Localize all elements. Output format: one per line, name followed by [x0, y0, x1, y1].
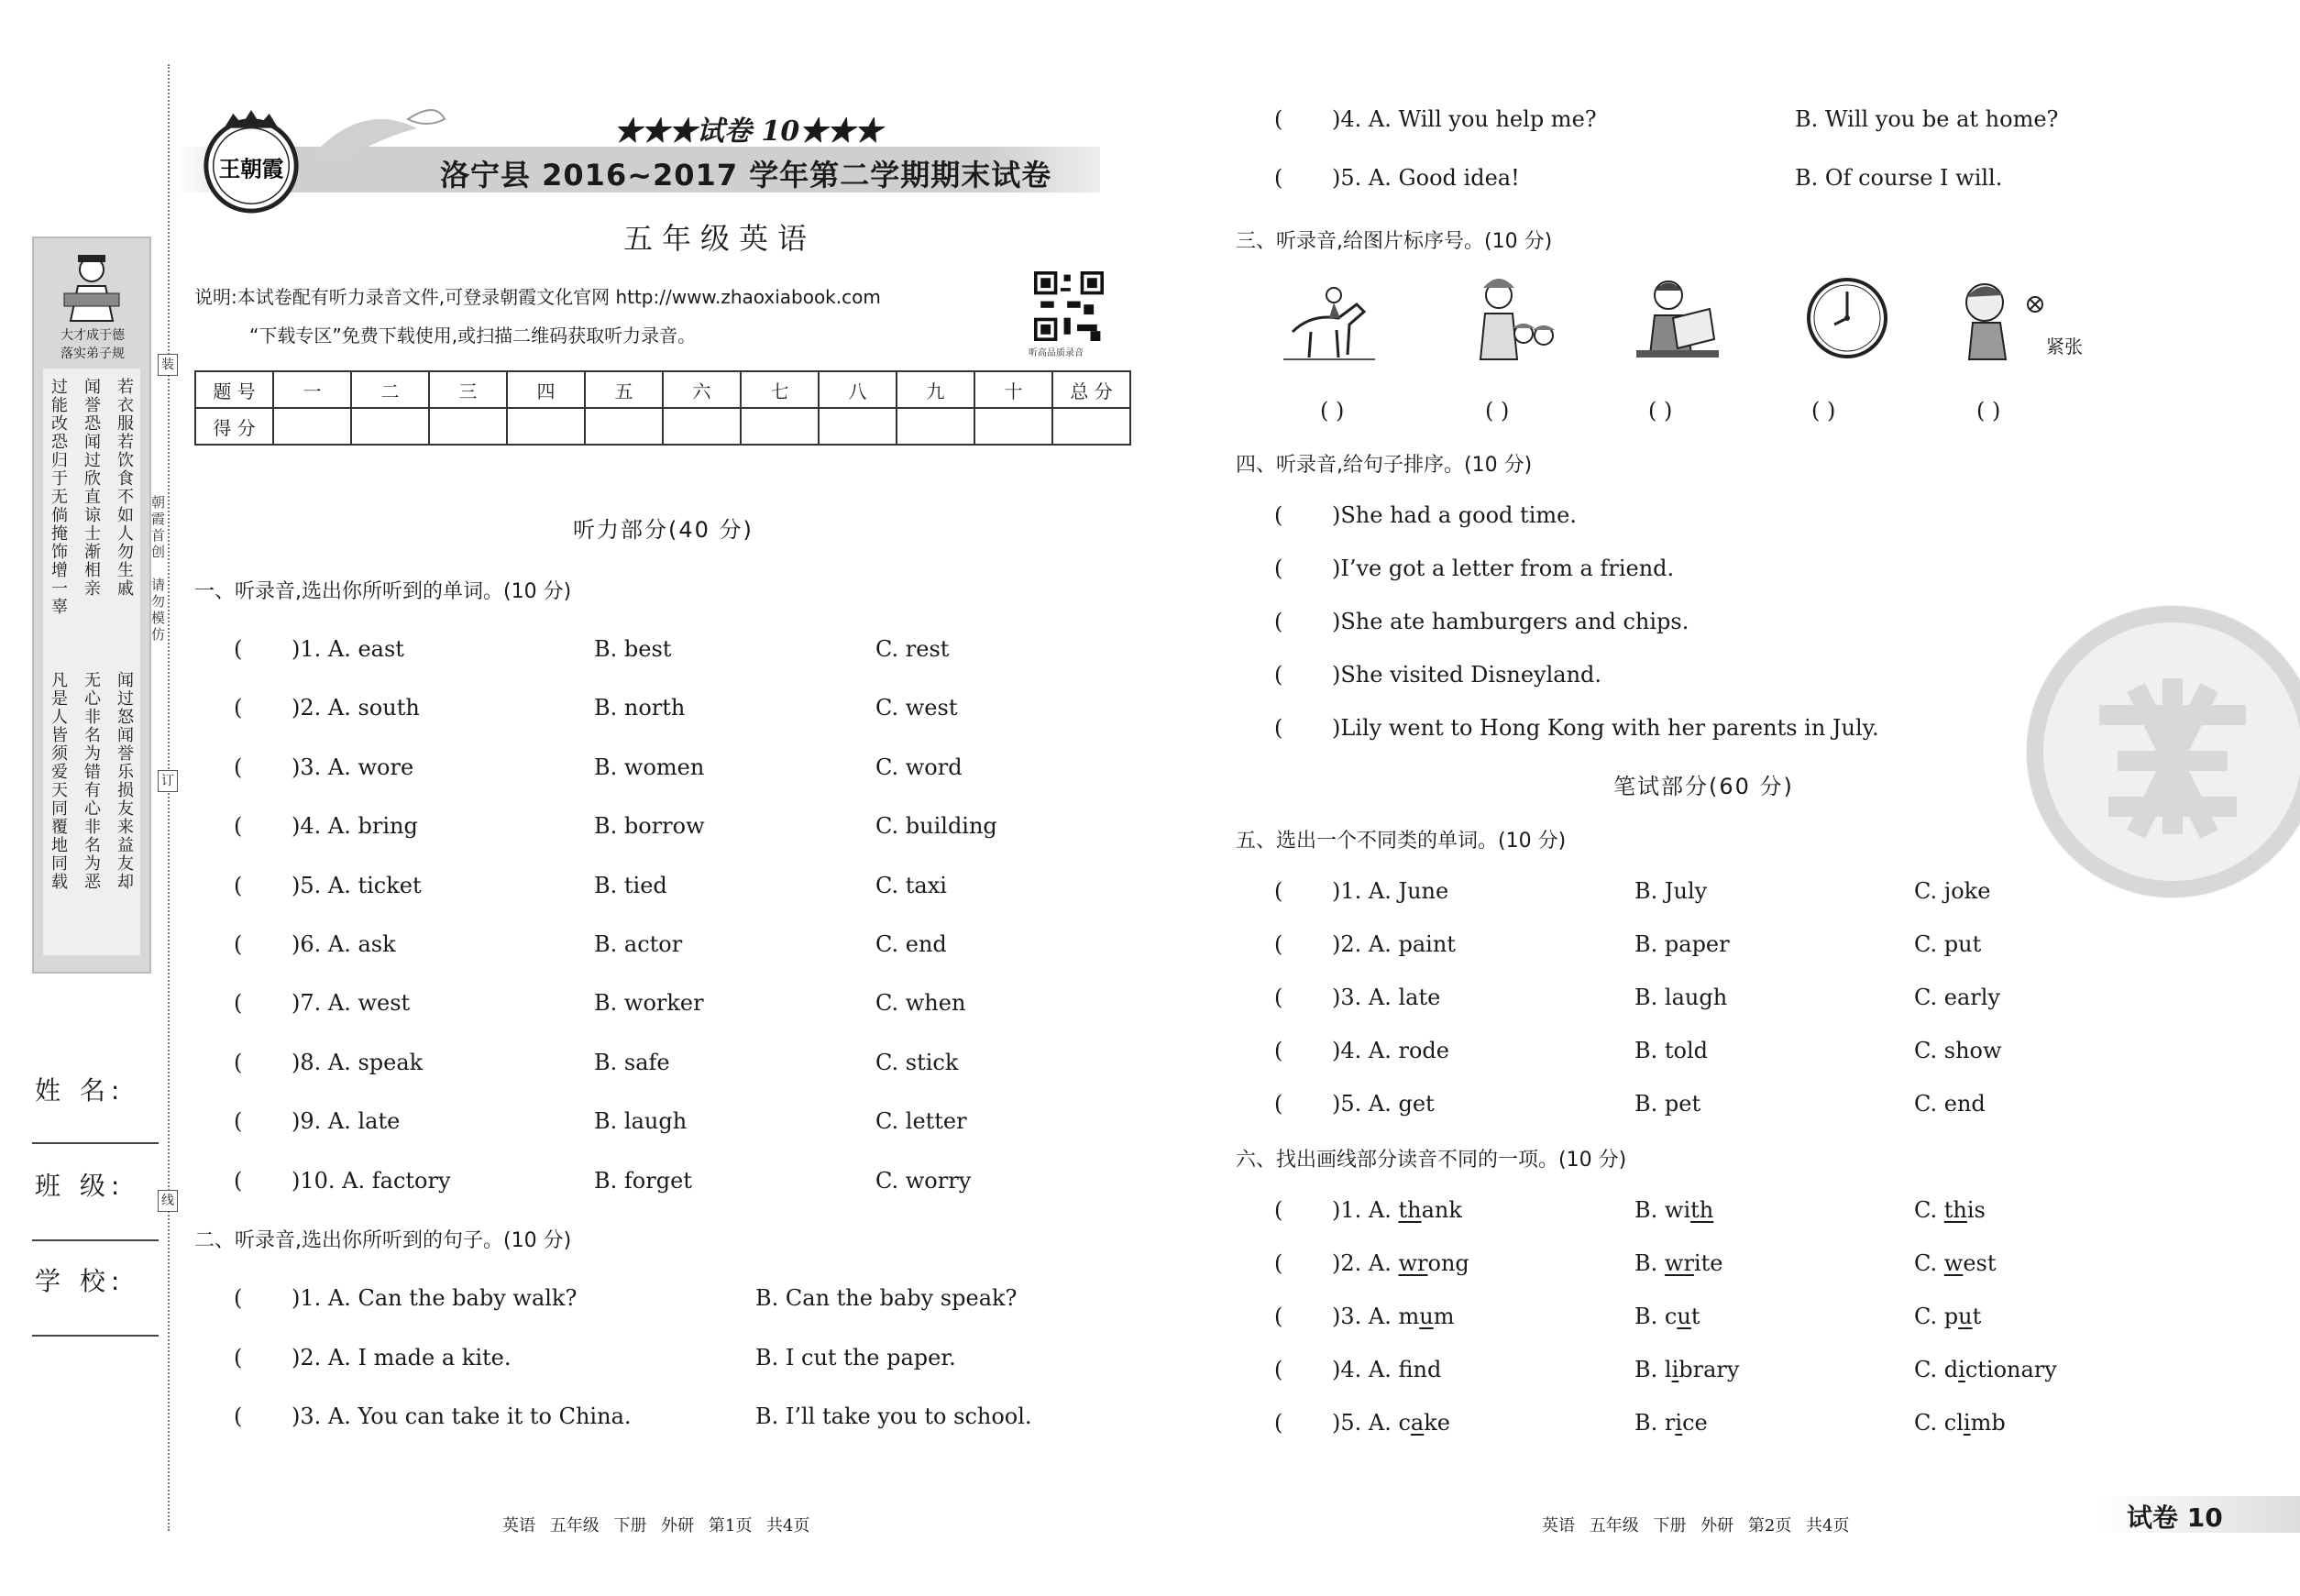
section5-title: 五、选出一个不同类的单词。(10 分)	[1236, 830, 1567, 853]
answer-blank[interactable]: (	[234, 990, 243, 1017]
question-option: C. end	[1914, 1091, 1986, 1117]
question-option: )10. A. factory	[292, 1167, 451, 1194]
ribbon-decoration	[307, 101, 454, 165]
picture-answer-blank[interactable]: ( )	[1485, 398, 1510, 424]
instructions-line1: 说明:本试卷配有听力录音文件,可登录朝霞文化官网 http://www.zhaoxiabook.com	[194, 286, 881, 308]
bind-mark: 线	[158, 1190, 178, 1212]
answer-blank[interactable]: (	[1274, 502, 1283, 528]
question-option: )7. A. west	[292, 990, 411, 1017]
underlined-letters: i	[1963, 1410, 1971, 1436]
score-cell: 三	[429, 371, 507, 408]
question-option: C. early	[1914, 985, 2000, 1010]
scholar-icon	[60, 249, 124, 323]
pronunciation-option: B. with	[1634, 1197, 1714, 1223]
question-option: )6. A. ask	[292, 931, 396, 957]
motto-box	[32, 237, 151, 974]
pronunciation-option: )1. A. thank	[1332, 1197, 1462, 1223]
score-cell: 五	[585, 371, 663, 408]
question-option: C. when	[875, 990, 966, 1017]
pronunciation-option: C. climb	[1914, 1410, 2006, 1436]
pronunciation-option: )3. A. mum	[1332, 1304, 1455, 1329]
question-option: C. end	[875, 931, 947, 957]
score-input[interactable]	[819, 408, 897, 445]
score-cell: 十	[974, 371, 1052, 408]
question-option: B. laugh	[1634, 985, 1728, 1010]
underlined-letters: th	[1943, 1197, 1967, 1223]
answer-blank[interactable]: (	[1274, 715, 1283, 741]
bind-mark: 装	[158, 354, 178, 376]
motto-col: 无心非名为错有心非名为恶	[82, 671, 101, 891]
score-input[interactable]	[741, 408, 819, 445]
answer-blank[interactable]: (	[1274, 1038, 1283, 1063]
question-option: C. letter	[875, 1108, 967, 1135]
page-footer-left: 英语 五年级 下册 外研 第1页 共4页	[502, 1516, 810, 1535]
class-field[interactable]	[32, 1239, 159, 1241]
score-input[interactable]	[585, 408, 663, 445]
nervous-label: 紧张	[2046, 336, 2083, 358]
section4-title: 四、听录音,给句子排序。(10 分)	[1236, 454, 1533, 477]
name-label: 姓 名:	[35, 1075, 126, 1106]
pronunciation-option: C. west	[1914, 1250, 1997, 1276]
answer-blank[interactable]: (	[234, 1285, 243, 1311]
answer-blank[interactable]: (	[1274, 106, 1283, 132]
question-option: C. rest	[875, 636, 950, 662]
pronunciation-option: )4. A. fnd	[1332, 1357, 1442, 1382]
question-option: )3. A. late	[1332, 985, 1441, 1010]
score-cell: 七	[741, 371, 819, 408]
answer-blank[interactable]: (	[1274, 1197, 1283, 1223]
question-option: C. stick	[875, 1049, 959, 1075]
question-option: )2. A. south	[292, 695, 420, 721]
score-input[interactable]	[507, 408, 585, 445]
answer-blank[interactable]: (	[234, 695, 243, 721]
underlined-letters: u	[1677, 1304, 1691, 1329]
question-option: B. best	[594, 636, 672, 662]
question-option: )5. A. get	[1332, 1091, 1435, 1117]
picture-answer-blank[interactable]: ( )	[1320, 398, 1345, 424]
writing-heading: 笔试部分(60 分)	[1613, 774, 1794, 799]
question-option: )She had a good time.	[1332, 502, 1577, 528]
underlined-letters: i	[1671, 1357, 1679, 1382]
pronunciation-option: B. write	[1634, 1250, 1723, 1276]
question-option: )8. A. speak	[292, 1049, 424, 1075]
nervous-picture	[1953, 268, 2044, 369]
score-cell: 得 分	[195, 408, 273, 445]
reading-picture	[1632, 268, 1723, 369]
paper-number: ★★★试卷 10★★★	[614, 116, 883, 148]
question-option: )3. A. You can take it to China.	[292, 1403, 632, 1429]
underlined-letters: i	[1958, 1357, 1965, 1382]
pronunciation-option: )5. A. cake	[1332, 1410, 1450, 1436]
question-option: )I’ve got a letter from a friend.	[1332, 556, 1675, 581]
picture-answer-blank[interactable]: ( )	[1811, 398, 1836, 424]
school-label: 学 校:	[35, 1266, 126, 1296]
score-cell: 二	[351, 371, 429, 408]
question-option: )1. A. Can the baby walk?	[292, 1285, 578, 1311]
question-option: )5. A. ticket	[292, 872, 422, 898]
brand-logo	[197, 108, 305, 216]
question-option: )9. A. late	[292, 1108, 401, 1135]
score-header-row	[195, 371, 1130, 408]
question-option: )4. A. rode	[1332, 1038, 1449, 1063]
pronunciation-option: )2. A. wrong	[1332, 1250, 1469, 1276]
vertical-note: 朝霞首创	[149, 495, 166, 561]
question-option: )5. A. Good idea!	[1332, 165, 1520, 191]
pronunciation-option: C. this	[1914, 1197, 1986, 1223]
question-option: )4. A. bring	[292, 813, 418, 840]
question-option: B. July	[1634, 878, 1708, 904]
underlined-letters: a	[1410, 1410, 1425, 1436]
score-input[interactable]	[897, 408, 974, 445]
answer-blank[interactable]: (	[1274, 1091, 1283, 1117]
qr-caption: 听高品质录音	[1029, 348, 1084, 358]
motto-col: 闻誉恐闻过欣直谅士渐相亲	[82, 378, 101, 598]
pronunciation-option: B. rice	[1634, 1410, 1708, 1436]
question-option: )Lily went to Hong Kong with her parents in July.	[1332, 715, 1879, 741]
question-option: )2. A. I made a kite.	[292, 1344, 512, 1370]
answer-blank[interactable]: (	[1274, 1304, 1283, 1329]
pronunciation-option: C. dictionary	[1914, 1357, 2057, 1382]
question-option: B. Of course I will.	[1795, 165, 2003, 191]
pronunciation-option: B. library	[1634, 1357, 1740, 1382]
watermark-seal	[2026, 605, 2300, 898]
question-option: B. Can the baby speak?	[755, 1285, 1018, 1311]
class-label: 班 级:	[35, 1171, 126, 1201]
underlined-letters: u	[1419, 1304, 1434, 1329]
answer-blank[interactable]: (	[234, 754, 243, 780]
picture-answer-blank[interactable]: ( )	[1976, 398, 2001, 424]
motto-title: 大才成于德 落实弟子规	[61, 328, 125, 361]
score-input[interactable]	[351, 408, 429, 445]
score-cell: 总 分	[1052, 371, 1130, 408]
score-cell: 九	[897, 371, 974, 408]
question-option: B. Will you be at home?	[1795, 106, 2059, 132]
motto-columns	[43, 369, 140, 955]
underlined-letters: u	[1958, 1304, 1973, 1329]
answer-blank[interactable]: (	[234, 872, 243, 898]
underlined-letters: i	[1675, 1410, 1683, 1436]
underlined-letters: wr	[1398, 1250, 1428, 1276]
answer-blank[interactable]: (	[234, 1049, 243, 1075]
question-option: B. safe	[594, 1049, 670, 1075]
section2-title: 二、听录音,选出你所听到的句子。(10 分)	[194, 1229, 572, 1252]
motto-col: 若衣服若饮食不如人勿生戚	[115, 378, 134, 598]
school-field[interactable]	[32, 1335, 159, 1337]
question-option: B. borrow	[594, 813, 705, 840]
question-option: )1. A. east	[292, 636, 404, 662]
answer-blank[interactable]: (	[1274, 609, 1283, 634]
underlined-letters: th	[1690, 1197, 1714, 1223]
question-option: C. worry	[875, 1167, 972, 1194]
motto-col: 闻过怒闻誉乐损友来益友却	[115, 671, 134, 891]
answer-blank[interactable]: (	[234, 1403, 243, 1429]
listening-heading: 听力部分(40 分)	[573, 517, 754, 543]
motto-col: 过能改恐归于无倘掩饰增一辜	[49, 378, 68, 616]
question-option: B. I cut the paper.	[755, 1344, 956, 1370]
question-option: )1. A. June	[1332, 878, 1449, 904]
picture-answer-blank[interactable]: ( )	[1648, 398, 1673, 424]
question-option: B. north	[594, 695, 686, 721]
question-option: B. I’ll take you to school.	[755, 1403, 1032, 1429]
underlined-letters: w	[1943, 1250, 1964, 1276]
page-footer-right: 英语 五年级 下册 外研 第2页 共4页	[1542, 1516, 1850, 1535]
section1-title: 一、听录音,选出你所听到的单词。(10 分)	[194, 580, 572, 603]
score-cell: 题 号	[195, 371, 273, 408]
question-option: C. put	[1914, 931, 1982, 957]
question-option: B. paper	[1634, 931, 1730, 957]
instructions-line2: “下载专区”免费下载使用,或扫描二维码获取听力录音。	[249, 325, 697, 347]
qr-code-icon[interactable]	[1034, 271, 1104, 341]
answer-blank[interactable]: (	[1274, 556, 1283, 581]
family-picture	[1467, 268, 1558, 369]
vertical-note: 请勿模仿	[149, 578, 166, 644]
pronunciation-option: B. cut	[1634, 1304, 1700, 1329]
question-option: B. forget	[594, 1167, 692, 1194]
score-input[interactable]	[663, 408, 741, 445]
answer-blank[interactable]: (	[234, 931, 243, 957]
answer-blank[interactable]: (	[234, 636, 243, 662]
horse-riding-picture	[1283, 268, 1375, 369]
answer-blank[interactable]: (	[234, 1167, 243, 1194]
question-option: )She ate hamburgers and chips.	[1332, 609, 1689, 634]
question-option: )4. A. Will you help me?	[1332, 106, 1597, 132]
question-option: C. west	[875, 695, 958, 721]
pronunciation-option: C. put	[1914, 1304, 1982, 1329]
motto-col: 凡是人皆须爱天同覆地同载	[49, 671, 68, 891]
question-option: C. show	[1914, 1038, 2002, 1063]
section6-title: 六、找出画线部分读音不同的一项。(10 分)	[1236, 1149, 1627, 1172]
answer-blank[interactable]: (	[1274, 931, 1283, 957]
underlined-letters: th	[1398, 1197, 1422, 1223]
question-option: B. worker	[594, 990, 704, 1017]
answer-blank[interactable]: (	[1274, 1357, 1283, 1382]
exam-title: 洛宁县 2016~2017 学年第二学期期末试卷	[440, 158, 1052, 193]
question-option: )She visited Disneyland.	[1332, 662, 1602, 688]
score-table	[194, 370, 1131, 446]
score-input[interactable]	[974, 408, 1052, 445]
question-option: B. pet	[1634, 1091, 1701, 1117]
question-option: C. joke	[1914, 878, 1991, 904]
exam-subject: 五年级英语	[623, 221, 817, 256]
answer-blank[interactable]: (	[1274, 1250, 1283, 1276]
answer-blank[interactable]: (	[1274, 985, 1283, 1010]
answer-blank[interactable]: (	[1274, 662, 1283, 688]
section3-title: 三、听录音,给图片标序号。(10 分)	[1236, 230, 1553, 253]
score-cell: 四	[507, 371, 585, 408]
answer-blank[interactable]: (	[1274, 1410, 1283, 1436]
clock-picture	[1801, 268, 1893, 369]
logo-text: 王朝霞	[218, 156, 284, 182]
question-option: )2. A. paint	[1332, 931, 1456, 957]
question-option: B. actor	[594, 931, 683, 957]
score-cell: 一	[273, 371, 351, 408]
question-option: C. taxi	[875, 872, 947, 898]
answer-blank[interactable]: (	[1274, 878, 1283, 904]
answer-blank[interactable]: (	[234, 1108, 243, 1135]
score-cell: 六	[663, 371, 741, 408]
question-option: B. told	[1634, 1038, 1709, 1063]
bind-mark: 订	[158, 770, 178, 792]
binding-line	[168, 64, 170, 1531]
underlined-letters: wr	[1664, 1250, 1694, 1276]
score-input[interactable]	[1052, 408, 1130, 445]
question-option: B. tied	[594, 872, 667, 898]
question-option: )3. A. wore	[292, 754, 414, 780]
question-option: C. word	[875, 754, 963, 780]
name-field[interactable]	[32, 1142, 159, 1144]
answer-blank[interactable]: (	[234, 1344, 243, 1370]
question-option: C. building	[875, 813, 997, 840]
score-input[interactable]	[429, 408, 507, 445]
answer-blank[interactable]: (	[234, 813, 243, 840]
corner-paper-number: 试卷 10	[2127, 1502, 2223, 1533]
score-input[interactable]	[273, 408, 351, 445]
question-option: B. laugh	[594, 1108, 688, 1135]
score-cell: 八	[819, 371, 897, 408]
score-value-row	[195, 408, 1130, 445]
answer-blank[interactable]: (	[1274, 165, 1283, 191]
question-option: B. women	[594, 754, 705, 780]
